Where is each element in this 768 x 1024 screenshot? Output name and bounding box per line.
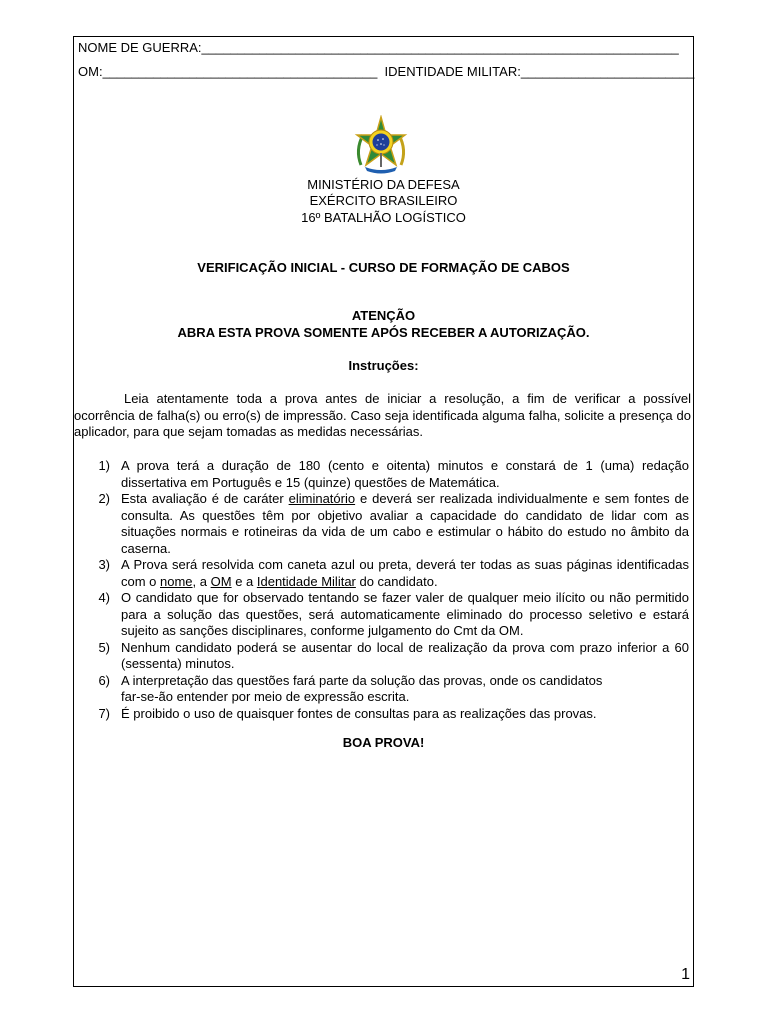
om-identidade-field [78,64,694,79]
item-text-line: far-se-ão entender por meio de expressão escrita. [121,689,410,704]
item-text [121,673,691,706]
item-text-line: A interpretação das questões fará parte da solução das provas, onde os candidatos [121,672,603,688]
nome-de-guerra-field [78,40,679,55]
attention-title: ATENÇÃO [351,308,416,323]
list-item [74,557,691,590]
identidade-label: IDENTIDADE MILITAR: [384,64,521,79]
item-number: 5) [98,639,110,655]
item-text [121,557,691,590]
item-text-part: Esta avaliação é de caráter [121,491,289,506]
item-number: 6) [98,672,110,688]
item-text [121,491,691,557]
attention-text: ABRA ESTA PROVA SOMENTE APÓS RECEBER A AUTORIZAÇÃO. [177,325,590,340]
underlined-term: Identidade Militar [256,573,356,589]
instructions-list [74,458,691,722]
nome-label: NOME DE GUERRA: [78,40,202,55]
item-text: É proibido o uso de quaisquer fontes de consultas para as realizações das provas. [121,705,597,721]
item-number: 2) [98,491,110,506]
item-text: A prova terá a duração de 180 (cento e oitenta) minutos e constará de 1 (uma) redação dissertativa em Português e 15 (quinze) questões de Matemática. [121,458,689,490]
item-text-part: , a [192,573,211,589]
om-label: OM: [78,64,103,79]
intro-paragraph: Leia atentamente toda a prova antes de iniciar a resolução, a fim de verificar a possível ocorrência de falha(s) ou erro(s) de impressão. Caso seja identificada alguma falha, solicite a presença do aplicador, para que sejam tomadas as medidas necessárias. [74,391,691,439]
underlined-term: nome [160,573,193,589]
list-item [74,673,691,706]
item-text: Nenhum candidato poderá se ausentar do local de realização da prova com prazo inferior a 60 (sessenta) minutos. [121,639,689,671]
item-text-part: do candidato. [355,573,438,589]
exam-page [73,36,694,987]
org-line-2: EXÉRCITO BRASILEIRO [309,193,458,208]
underlined-term: eliminatório [288,491,356,506]
om-blank: ______________________________________ [102,64,378,79]
org-line-1: MINISTÉRIO DA DEFESA [307,177,460,192]
list-item [74,458,691,491]
item-text: O candidato que for observado tentando se fazer valer de qualquer meio ilícito ou não permitido para a solução das questões, será automaticamente eliminado do processo seletivo e estará sujeito as sanções disciplinares, conforme julgamento do Cmt da OM. [121,590,689,638]
nome-blank: __________________________________________________________________ [201,40,679,55]
item-text-part: e a [231,573,257,589]
list-item [74,640,691,673]
org-line-3: 16º BATALHÃO LOGÍSTICO [301,210,466,225]
page-number: 1 [681,966,690,983]
identidade-blank: ________________________ [520,64,695,79]
list-item [74,491,691,557]
item-number: 7) [98,705,110,721]
exam-title: VERIFICAÇÃO INICIAL - CURSO DE FORMAÇÃO DE CABOS [197,260,570,275]
item-number: 4) [98,590,110,605]
item-text-part: A Prova será resolvida com caneta azul ou preta, deverá ter todas as suas páginas identificadas com o [121,557,689,589]
item-number: 1) [98,458,110,473]
item-number: 3) [98,557,110,572]
list-item [74,706,691,723]
brazil-coat-of-arms-icon [351,115,411,175]
instructions-title: Instruções: [348,358,419,373]
closing-text: BOA PROVA! [342,735,425,750]
underlined-term: OM [210,573,232,589]
item-text-part: e deverá ser realizada individualmente e sem fontes de consulta. As questões têm por objetivo avaliar a capacidade do candidato de lidar com as situações normais e rotineiras da vida de um cabo e estimular o hábito do estudo no âmbito da caserna. [121,491,690,556]
list-item [74,590,691,640]
